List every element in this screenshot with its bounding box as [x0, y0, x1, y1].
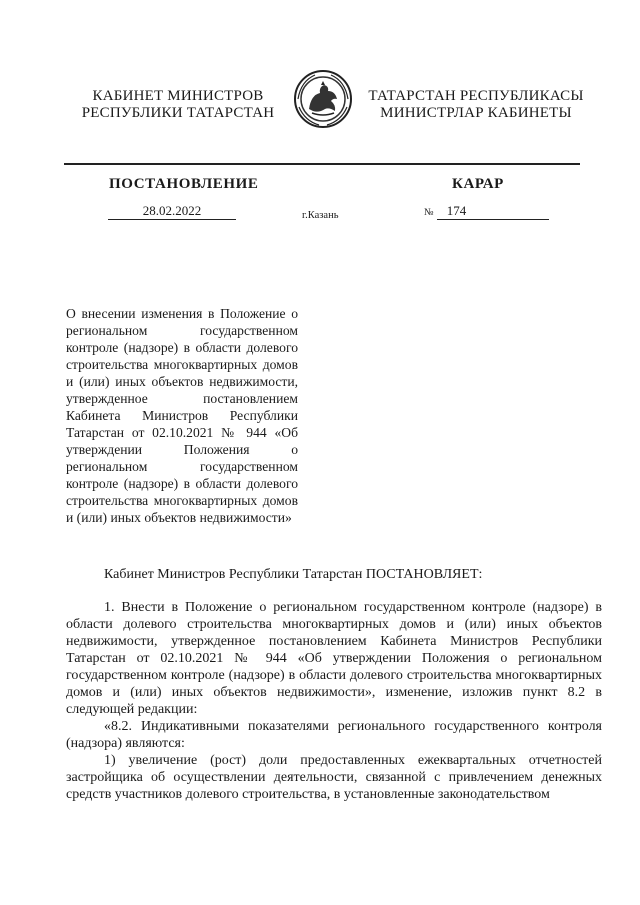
coat-of-arms-emblem: [293, 69, 353, 129]
paragraph-2: «8.2. Индикативными показателями регионального государственного контроля (надзора) являются:: [66, 719, 602, 751]
number-field: [424, 203, 549, 220]
document-subject: О внесении изменения в Положение о региональном государственном контроле (надзоре) в области долевого строительства многоквартирных домов и (или) иных объектов недвижимости, утвержденное постановлением Кабинета Министров Республики Татарстан от 02.10.2021 № 944 «Об утверждении Положения о региональном государственном контроле (надзоре) в области долевого строительства многоквартирных домов и (или) иных объектов недвижимости»: [66, 306, 298, 525]
doc-number: 174: [437, 203, 549, 220]
doc-date: 28.02.2022: [108, 203, 236, 220]
header-left-line2: РЕСПУБЛИКИ ТАТАРСТАН: [81, 105, 275, 121]
header-divider: [64, 163, 580, 165]
doc-city: г.Казань: [302, 210, 339, 221]
header-left-org: [66, 88, 290, 122]
preamble: Кабинет Министров Республики Татарстан ПОСТАНОВЛЯЕТ:: [104, 567, 483, 582]
header-right-line1: ТАТАРСТАН РЕСПУБЛИКАСЫ: [368, 88, 584, 104]
header-right-org: [362, 88, 590, 122]
number-prefix: №: [424, 207, 434, 218]
date-field: [108, 203, 236, 220]
doc-type-ru: ПОСТАНОВЛЕНИЕ: [109, 176, 259, 192]
doc-type-tt: КАРАР: [452, 176, 504, 192]
paragraph-3: 1) увеличение (рост) доли предоставленных ежеквартальных отчетностей застройщика об осуществлении деятельности, связанной с привлечением денежных средств участников долевого строительства, в установленные законодательством: [66, 753, 602, 802]
body-text: [66, 599, 602, 803]
header-left-line1: КАБИНЕТ МИНИСТРОВ: [92, 88, 264, 104]
paragraph-1: 1. Внести в Положение о региональном государственном контроле (надзоре) в области долевого строительства многоквартирных домов и (или) иных объектов недвижимости, утвержденное постановлением Кабинета Министров Республики Татарстан от 02.10.2021 № 944 «Об утверждении Положения о региональном государственном контроле (надзоре) в области долевого строительства многоквартирных домов и (или) иных объектов недвижимости», изменение, изложив пункт 8.2 в следующей редакции:: [66, 600, 602, 717]
header-right-line2: МИНИСТРЛАР КАБИНЕТЫ: [380, 105, 572, 121]
